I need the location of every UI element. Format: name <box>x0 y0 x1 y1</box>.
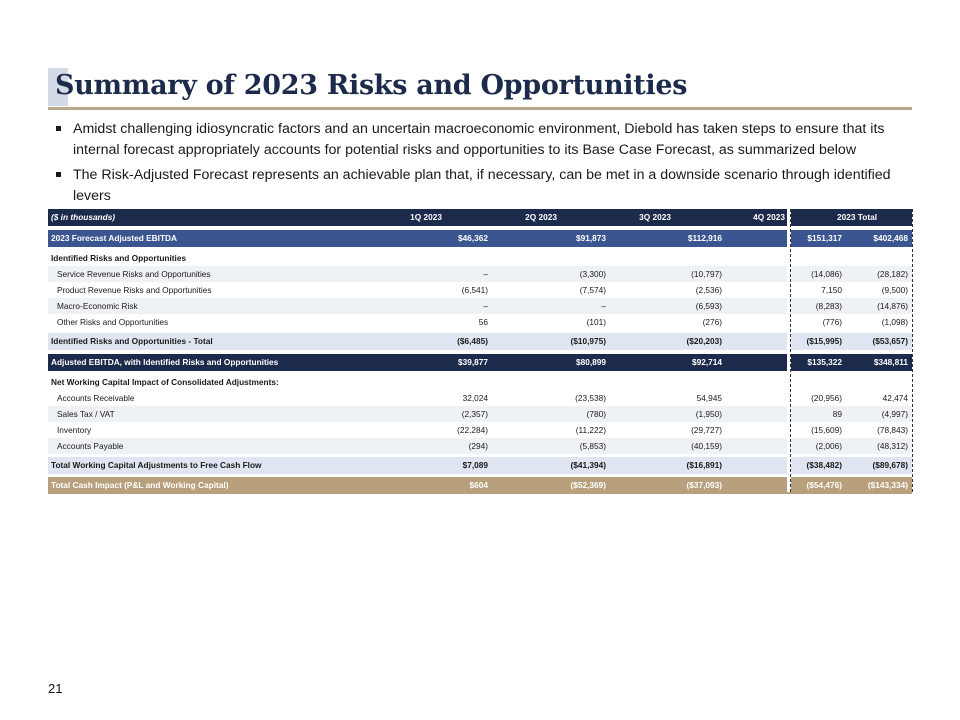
bullet-item: Amidst challenging idiosyncratic factors and an uncertain macroeconomic environment, Diebold has taken steps to ensure that its internal forecast appropriately accounts for potential risks and opportunities to its Base Case Forecast, as summarized below <box>56 119 916 161</box>
page-title: Summary of 2023 Risks and Opportunities <box>55 70 688 101</box>
section-heading-nwc: Net Working Capital Impact of Consolidated Adjustments: <box>51 377 279 387</box>
risks-total-row: Identified Risks and Opportunities - Total ($6,485) ($10,975) ($20,203) ($15,995) ($53,657) <box>48 333 912 350</box>
section-heading-risks: Identified Risks and Opportunities <box>51 253 187 263</box>
page-number: 21 <box>48 681 63 696</box>
table-row: Sales Tax / VAT (2,357) (780) (1,950) 89 (4,997) <box>48 406 912 422</box>
forecast-ebitda-row: 2023 Forecast Adjusted EBITDA $46,362 $91,873 $112,916 $151,317 $402,468 <box>48 230 912 247</box>
table-row: Service Revenue Risks and Opportunities – (3,300) (10,797) (14,086) (28,182) <box>48 266 912 282</box>
table-row: Accounts Receivable 32,024 (23,538) 54,945 (20,956) 42,474 <box>57 393 908 403</box>
table-row: Product Revenue Risks and Opportunities (6,541) (7,574) (2,536) 7,150 (9,500) <box>57 285 908 295</box>
bullet-list <box>56 119 916 211</box>
risk-opportunity-table <box>48 209 912 494</box>
table-row: Other Risks and Opportunities 56 (101) (276) (776) (1,098) <box>57 317 908 327</box>
bullet-item: The Risk-Adjusted Forecast represents an achievable plan that, if necessary, can be met in a downside scenario through identified levers <box>56 165 916 207</box>
adjusted-ebitda-row: Adjusted EBITDA, with Identified Risks and Opportunities $39,877 $80,899 $92,714 $135,322 $348,811 <box>48 354 912 371</box>
cash-impact-total-row: Total Cash Impact (P&L and Working Capital) $604 ($52,369) ($37,093) ($54,476) ($143,334) <box>48 477 912 494</box>
nwc-total-row: Total Working Capital Adjustments to Free Cash Flow $7,089 ($41,394) ($16,891) ($38,482) ($89,678) <box>48 457 912 474</box>
table-row: Inventory (22,284) (11,222) (29,727) (15,609) (78,843) <box>57 425 908 435</box>
title-divider <box>48 107 912 110</box>
square-bullet-icon <box>56 172 61 177</box>
table-row: Accounts Payable (294) (5,853) (40,159) (2,006) (48,312) <box>48 438 912 454</box>
table-header-row: ($ in thousands) 1Q 2023 2Q 2023 3Q 2023 4Q 2023 2023 Total <box>48 209 912 226</box>
square-bullet-icon <box>56 126 61 131</box>
table-row: Macro-Economic Risk – – (6,593) (8,283) (14,876) <box>48 298 912 314</box>
